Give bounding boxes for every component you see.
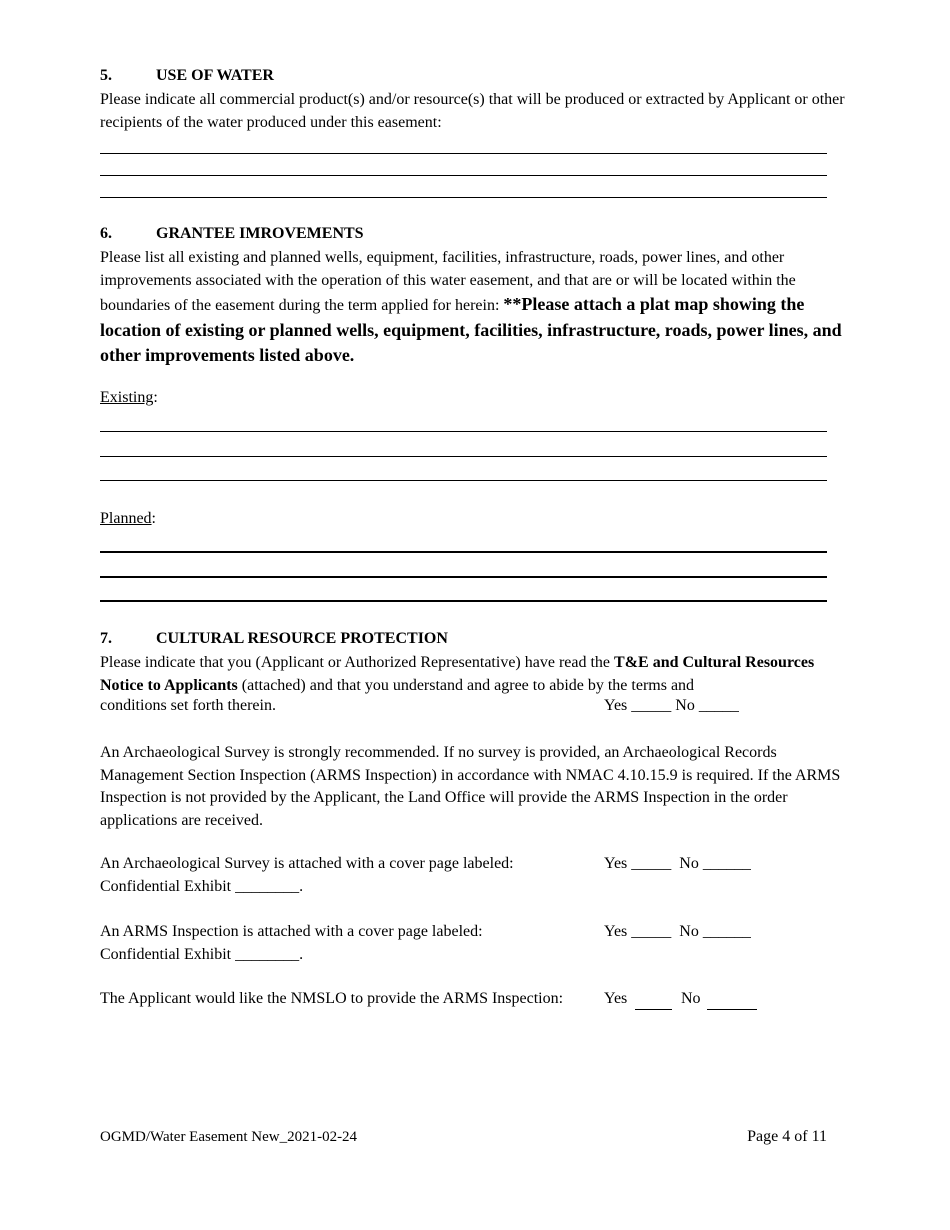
section-6-title: GRANTEE IMROVEMENTS (156, 225, 364, 242)
survey-exhibit[interactable]: Confidential Exhibit ________. (100, 878, 304, 895)
nmslo-no-blank[interactable] (707, 1009, 757, 1010)
section-6-bold-note: location of existing or planned wells, equipment, facilities, infrastructure, roads, power lines, and other improvements listed above. (100, 320, 842, 365)
section-7-intro: Please indicate that you (Applicant or Authorized Representative) have read the T&E and Cultural Resources Notice to Applicants (attached) and that you understand and agree to abide by the terms and (100, 654, 815, 694)
section-7-intro-end: conditions set forth therein. (100, 697, 276, 714)
planned-line[interactable] (100, 576, 827, 578)
section-6-heading (100, 225, 364, 243)
section-6-bold-prefix: **Please attach a plat map showing the (503, 294, 805, 315)
section-5-title: USE OF WATER (156, 67, 274, 84)
nmslo-question: The Applicant would like the NMSLO to provide the ARMS Inspection: (100, 990, 564, 1007)
arms-question: An ARMS Inspection is attached with a cover page labeled: (100, 923, 483, 940)
survey-recommendation-text: An Archaeological Survey is strongly recommended. If no survey is provided, an Archaeological Records Management Section Inspection (ARMS Inspection) in accordance with NMAC 4.10.15.9 is required. If the ARMS Inspection is not provided by the Applicant, the Land Office will provide the ARMS Inspection in the order applications are received. (100, 744, 841, 830)
existing-line[interactable] (100, 480, 827, 481)
section-7-title: CULTURAL RESOURCE PROTECTION (156, 630, 448, 647)
nmslo-no-label: No (681, 990, 701, 1007)
section-6-body: Please list all existing and planned wells, equipment, facilities, infrastructure, roads, power lines, and other improvements associated with the operation of this water easement, and that are or will be located within the boundaries of the easement during the term applied for herein: (100, 249, 796, 315)
survey-question: An Archaeological Survey is attached with a cover page labeled: (100, 855, 514, 872)
existing-line[interactable] (100, 456, 827, 457)
planned-label: Planned: (100, 510, 156, 527)
planned-line[interactable] (100, 600, 827, 602)
read-confirm-yes-no[interactable]: Yes _____ No _____ (604, 697, 739, 714)
footer-doc-id: OGMD/Water Easement New_2021-02-24 (100, 1129, 358, 1145)
section-6-text (100, 247, 852, 318)
arms-exhibit[interactable]: Confidential Exhibit ________. (100, 946, 304, 963)
answer-line[interactable] (100, 197, 827, 198)
section-6-number: 6. (100, 225, 112, 242)
nmslo-yes-label: Yes (604, 990, 628, 1007)
section-7-heading (100, 630, 448, 648)
footer-page-number: Page 4 of 11 (747, 1128, 827, 1145)
section-5-number: 5. (100, 67, 112, 84)
answer-line[interactable] (100, 153, 827, 154)
answer-line[interactable] (100, 175, 827, 176)
planned-line[interactable] (100, 551, 827, 553)
nmslo-yes-blank[interactable] (635, 1009, 672, 1010)
section-5-text: Please indicate all commercial product(s) and/or resource(s) that will be produced or extracted by Applicant or other recipients of the water produced under this easement: (100, 91, 845, 131)
arms-yes-no[interactable]: Yes _____ No ______ (604, 923, 751, 940)
survey-yes-no[interactable]: Yes _____ No ______ (604, 855, 751, 872)
section-7-number: 7. (100, 630, 112, 647)
existing-line[interactable] (100, 431, 827, 432)
existing-label: Existing: (100, 389, 158, 406)
section-5-heading (100, 67, 274, 85)
